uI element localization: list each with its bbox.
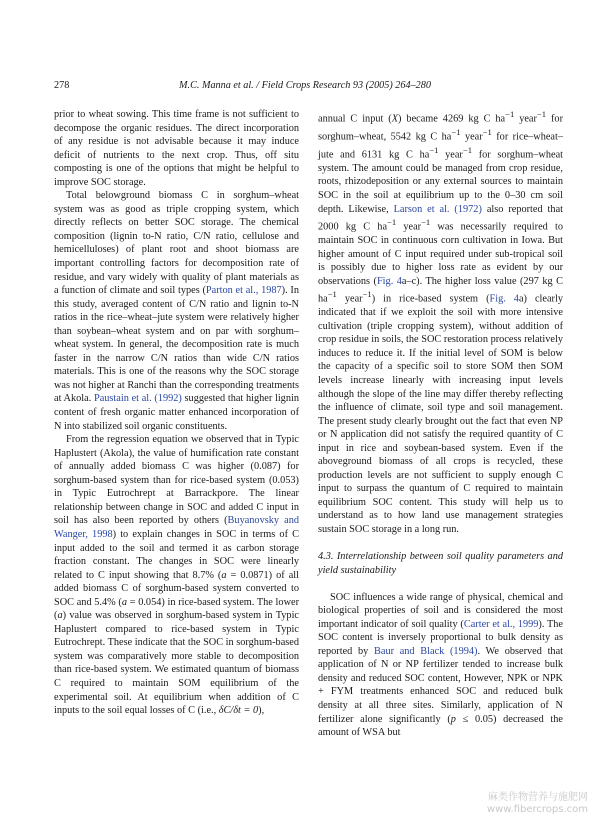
watermark-url: www.fibercrops.com [486, 804, 588, 815]
figure-link[interactable]: Fig. 4 [489, 293, 519, 305]
paragraph: annual C input (X) became 4269 kg C $ha^{-1}$ year$^{-1}$ for sorghum–wheat, 5542 kg C $ha^{-1}$ year$^{-1}$ for rice–wheat–jute and 6131 kg C $ha^{-1}$ year$^{-1}$ for sorghum–wheat system. The amount could be managed from crop residue, roots, rhizodeposition or any external sources to maintain SOC in the soil at equilibrium up to the 0–30 cm soil depth. Likewise, Larson et al. (1972) also reported that 2000 kg C $ha^{-1}$ year$^{-1}$ was necessarily required to maintain SOC in continuous corn cultivation in Iowa. But higher amount of C input required under sub-tropical soil is possibly due to higher loss rate as evident by our observations (Fig. 4a–c). The higher loss value (297 kg C $ha^{-1}$ year$^{-1}$) in rice-based system (Fig. 4a) clearly indicated that if we exploit the soil with more intensive cultivation (triple cropping system), without addition of crop residue in soils, the SOC restoration process relatively induces to reduce it. If the initial level of SOM is below the capacity of a specific soil to store SOM then SOM levels increase linearly with increasing input levels although the slope of the line may differ thereby reflecting the influence of climate, soil type and soil management. The present study clearly brought out the fact that even NP or N application did not satisfy the required quantity of C input in rice and soybean-based system. Even if the aboveground biomass of all crops is recycled, these production levels are not sufficient to supply enough C input to surpass the quantum of C required to maintain equilibrium SOC content. This study will help us to understand as to how land use management strategies sustain SOC storage in a long run. [318, 109, 564, 535]
page-number: 278 [54, 80, 70, 91]
figure-link[interactable]: Fig. 4 [376, 275, 402, 287]
citation-link[interactable]: Parton et al., 1987 [205, 285, 282, 297]
right-column [318, 108, 563, 740]
citation-link[interactable]: Baur and Black (1994) [374, 645, 478, 657]
paragraph: SOC influences a wide range of physical, chemical and biological properties of soil and is considered the most important indicator of soil quality (Carter et al., 1999). The SOC content is inversely proportional to bulk density as reported by Baur and Black (1994). We observed that application of N or NP fertilizer tended to increase bulk density and reduced SOC content, However, NPK or NPK + FYM treatments enhanced SOC and reduced bulk density at all three sites. Similarly, application of N fertilizer alone significantly (p ≤ 0.05) decreased the amount of WSA but [318, 591, 564, 739]
section-heading: 4.3. Interrelationship between soil quality parameters and yield sustainability [318, 551, 563, 576]
paragraph: From the regression equation we observed that in Typic Haplustert (Akola), the value of humification rate constant of annually added biomass C was higher (0.087) for sorghum-based system than for rice-based system (0.053) in Typic Eutrochrept at Barrackpore. The linear relationship between change in SOC and added C input in soil has also been reported by others (Buyanovsky and Wanger, 1998) to explain changes in SOC in terms of C input added to the soil and termed it as carbon storage fraction constant. The changes in SOC were linearly related to C input showing that 8.7% (a = 0.0871) of all added biomass C of sorghum-based system converted to SOC and 5.4% (a = 0.054) in rice-based system. The lower (a) value was observed in sorghum-based system in Typic Haplustert compared to rice-based system in Typic Eutrochrept. These indicate that the SOC in sorghum-based system was comparatively more stable to decomposition than rice-based system. We estimated quantum of biomass C required to maintain SOM equilibrium of the experimental soil. At equilibrium when addition of C inputs to the soil equal losses of C (i.e., δC/δt = 0), [54, 434, 300, 717]
left-column [54, 108, 299, 718]
citation-link[interactable]: Larson et al. (1972) [393, 203, 482, 215]
watermark [487, 792, 588, 816]
watermark-title: 麻类作物营养与施肥网 [488, 792, 588, 803]
citation-link[interactable]: Carter et al., 1999 [463, 618, 539, 630]
running-head [54, 79, 556, 93]
paragraph: Total belowground biomass C in sorghum–wheat system was as good as triple cropping system, which directly reflects on better SOC storage. The chemical composition (lignin to-N ratio, C/N ratio, cellulose and hemicelluloses) of plant root and shoot biomass are important controlling factors for decomposition rate of residue, and vary widely with quality of plant materials as a function of climate and soil types (Parton et al., 1987). In this study, averaged content of C/N ratio and lignin to-N ratios in the rice–wheat–jute system were relatively higher than soybean–wheat system and on par with sorghum–wheat system. In general, the decomposition rate is much faster in the narrow C/N ratios than wide C/N ratios materials. This is one of the reasons why the SOC storage was not higher at Ranchi than the corresponding treatments at Akola. Paustain et al. (1992) suggested that higher lignin content of fresh organic matter enhanced incorporation of N into stabilized soil organic constituents. [54, 190, 300, 432]
citation-link[interactable]: Paustain et al. (1992) [93, 393, 182, 405]
paragraph: prior to wheat sowing. This time frame is not sufficient to decompose the organic residues. The direct incorporation of any residue is not advisable because it may induce deficit of nutrients to the next crop. Thus, off situ composting is one of the options that might be helpful to improve SOC storage. [54, 109, 299, 188]
journal-reference: M.C. Manna et al. / Field Crops Research 93 (2005) 264–280 [179, 80, 431, 91]
citation-link[interactable]: Buyanovsky and Wanger, 1998 [54, 515, 299, 540]
